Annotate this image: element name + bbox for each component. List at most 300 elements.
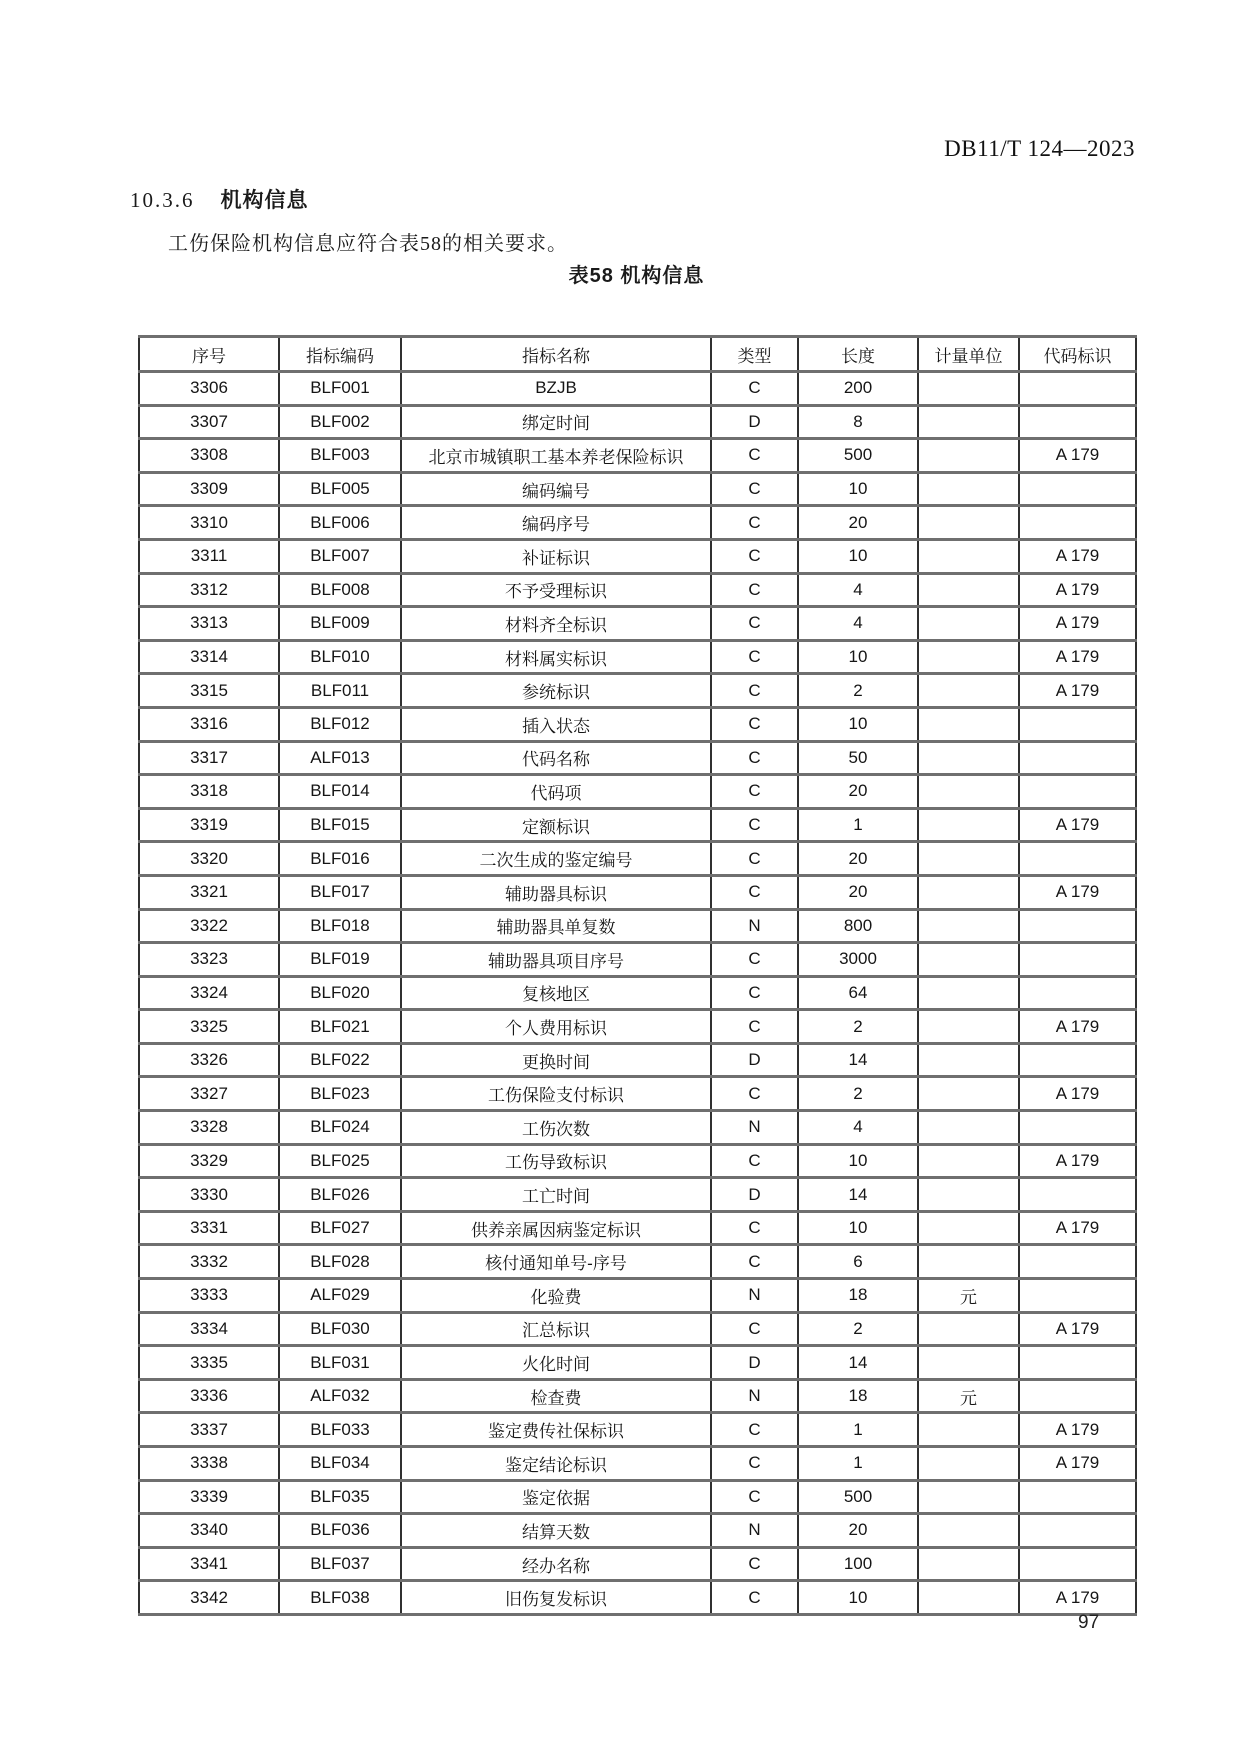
table-cell: C [711, 1211, 798, 1245]
table-cell: 3342 [139, 1581, 279, 1615]
table-cell [918, 875, 1019, 909]
table-cell [1019, 1111, 1136, 1145]
table-row [139, 976, 1136, 1010]
table-cell: 20 [798, 775, 918, 809]
table-cell [918, 472, 1019, 506]
table-cell: BLF038 [279, 1581, 401, 1615]
table-cell [918, 1581, 1019, 1615]
table-cell: A 179 [1019, 607, 1136, 641]
table-cell: 18 [798, 1379, 918, 1413]
table-cell [918, 808, 1019, 842]
table-cell: C [711, 875, 798, 909]
table-cell: C [711, 1581, 798, 1615]
table-row [139, 1245, 1136, 1279]
table-cell: 旧伤复发标识 [401, 1581, 711, 1615]
table-cell: A 179 [1019, 573, 1136, 607]
table-cell: BLF012 [279, 707, 401, 741]
table-cell: C [711, 472, 798, 506]
table-cell: 工伤次数 [401, 1111, 711, 1145]
table-cell: A 179 [1019, 1581, 1136, 1615]
table-cell: 更换时间 [401, 1043, 711, 1077]
table-cell: 3324 [139, 976, 279, 1010]
table-row [139, 1514, 1136, 1548]
table-cell: C [711, 775, 798, 809]
table-cell: 200 [798, 372, 918, 406]
table-cell: 10 [798, 707, 918, 741]
table-cell: 二次生成的鉴定编号 [401, 842, 711, 876]
table-cell: 10 [798, 1144, 918, 1178]
table-cell: 工亡时间 [401, 1178, 711, 1212]
table-cell [1019, 1547, 1136, 1581]
table-row [139, 741, 1136, 775]
table-row [139, 674, 1136, 708]
table-cell: A 179 [1019, 1447, 1136, 1481]
table-cell: 结算天数 [401, 1514, 711, 1548]
table-cell: 3331 [139, 1211, 279, 1245]
table-cell: 4 [798, 607, 918, 641]
table-cell: BLF015 [279, 808, 401, 842]
column-header: 指标编码 [279, 337, 401, 372]
table-cell: BLF018 [279, 909, 401, 943]
table-cell: C [711, 1010, 798, 1044]
table-row [139, 707, 1136, 741]
table-cell: 10 [798, 1581, 918, 1615]
table-cell [918, 1178, 1019, 1212]
table-cell: BLF025 [279, 1144, 401, 1178]
table-cell: 3321 [139, 875, 279, 909]
table-cell: 14 [798, 1346, 918, 1380]
table-row [139, 372, 1136, 406]
table-cell: 3337 [139, 1413, 279, 1447]
table-cell: 3307 [139, 405, 279, 439]
table-cell: 1 [798, 1447, 918, 1481]
table-cell: 20 [798, 875, 918, 909]
table-cell: 3322 [139, 909, 279, 943]
table-row [139, 875, 1136, 909]
table-cell: A 179 [1019, 1211, 1136, 1245]
table-cell: 材料属实标识 [401, 640, 711, 674]
table-row [139, 506, 1136, 540]
table-cell: A 179 [1019, 674, 1136, 708]
table-cell: 2 [798, 674, 918, 708]
column-header: 序号 [139, 337, 279, 372]
column-header: 计量单位 [918, 337, 1019, 372]
table-cell [918, 1480, 1019, 1514]
table-row [139, 1111, 1136, 1145]
table-cell [918, 909, 1019, 943]
table-cell: 10 [798, 539, 918, 573]
table-cell: 3340 [139, 1514, 279, 1548]
table-cell: 3309 [139, 472, 279, 506]
column-header: 类型 [711, 337, 798, 372]
table-cell: 3313 [139, 607, 279, 641]
table-row [139, 1279, 1136, 1313]
table-cell: 火化时间 [401, 1346, 711, 1380]
table-cell: 工伤保险支付标识 [401, 1077, 711, 1111]
table-row [139, 1010, 1136, 1044]
table-cell [918, 707, 1019, 741]
table-cell: 3332 [139, 1245, 279, 1279]
table-cell: C [711, 1447, 798, 1481]
table-cell [1019, 775, 1136, 809]
table-cell: C [711, 976, 798, 1010]
table-cell: C [711, 640, 798, 674]
table-cell: BLF021 [279, 1010, 401, 1044]
table-cell [918, 506, 1019, 540]
table-header-row [139, 337, 1136, 372]
table-cell [1019, 1379, 1136, 1413]
table-row [139, 1043, 1136, 1077]
section-title: 机构信息 [220, 189, 309, 212]
table-cell [918, 775, 1019, 809]
table-cell: 50 [798, 741, 918, 775]
table-cell [1019, 1043, 1136, 1077]
table-cell: 3334 [139, 1312, 279, 1346]
table-cell: 编码编号 [401, 472, 711, 506]
table-cell: C [711, 372, 798, 406]
table-row [139, 1346, 1136, 1380]
table-cell: 编码序号 [401, 506, 711, 540]
table-cell [1019, 909, 1136, 943]
table-cell: 1 [798, 1413, 918, 1447]
table-cell: 材料齐全标识 [401, 607, 711, 641]
table-cell [918, 439, 1019, 473]
table-cell [918, 1144, 1019, 1178]
table-cell: BLF035 [279, 1480, 401, 1514]
table-cell: BLF009 [279, 607, 401, 641]
table-cell: BLF028 [279, 1245, 401, 1279]
table-cell [1019, 842, 1136, 876]
table-cell: D [711, 405, 798, 439]
table-cell: 定额标识 [401, 808, 711, 842]
table-cell [1019, 472, 1136, 506]
table-cell: 20 [798, 842, 918, 876]
column-header: 代码标识 [1019, 337, 1136, 372]
table-cell: 3323 [139, 943, 279, 977]
table-cell: 汇总标识 [401, 1312, 711, 1346]
table-cell: C [711, 1547, 798, 1581]
table-cell: BLF036 [279, 1514, 401, 1548]
table-row [139, 1480, 1136, 1514]
table-cell: 2 [798, 1312, 918, 1346]
table-cell: BLF037 [279, 1547, 401, 1581]
table-row [139, 775, 1136, 809]
table-cell: 3333 [139, 1279, 279, 1313]
table-row [139, 1413, 1136, 1447]
table-cell: ALF032 [279, 1379, 401, 1413]
table-cell [1019, 1245, 1136, 1279]
table-cell: 3328 [139, 1111, 279, 1145]
document-standard-number: DB11/T 124—2023 [944, 136, 1135, 161]
table-cell: A 179 [1019, 1312, 1136, 1346]
table-cell [918, 741, 1019, 775]
table-cell: BLF017 [279, 875, 401, 909]
table-cell: BLF034 [279, 1447, 401, 1481]
table-cell: 6 [798, 1245, 918, 1279]
table-cell: 辅助器具标识 [401, 875, 711, 909]
table-cell: D [711, 1346, 798, 1380]
table-cell [918, 1211, 1019, 1245]
table-cell: BLF031 [279, 1346, 401, 1380]
column-header: 指标名称 [401, 337, 711, 372]
table-cell: C [711, 506, 798, 540]
table-cell [918, 1346, 1019, 1380]
table-cell: 鉴定结论标识 [401, 1447, 711, 1481]
table-cell: 核付通知单号-序号 [401, 1245, 711, 1279]
table-cell: 工伤导致标识 [401, 1144, 711, 1178]
table-cell: BLF002 [279, 405, 401, 439]
table-cell: A 179 [1019, 1144, 1136, 1178]
table-cell: 500 [798, 439, 918, 473]
page-number: 97 [1078, 1612, 1100, 1633]
table-cell: C [711, 439, 798, 473]
table-cell [918, 1514, 1019, 1548]
table-cell: 参统标识 [401, 674, 711, 708]
table-cell: BLF019 [279, 943, 401, 977]
table-row [139, 1581, 1136, 1615]
table-row [139, 405, 1136, 439]
table-row [139, 1447, 1136, 1481]
table-cell: A 179 [1019, 1413, 1136, 1447]
table-row [139, 1547, 1136, 1581]
table-row [139, 1211, 1136, 1245]
table-cell: 鉴定依据 [401, 1480, 711, 1514]
table-row [139, 1312, 1136, 1346]
table-cell: A 179 [1019, 539, 1136, 573]
table-cell: 个人费用标识 [401, 1010, 711, 1044]
table-cell: 8 [798, 405, 918, 439]
table-cell: 3312 [139, 573, 279, 607]
table-cell: BLF007 [279, 539, 401, 573]
table-cell: 3319 [139, 808, 279, 842]
table-cell: BLF008 [279, 573, 401, 607]
table-cell: BLF033 [279, 1413, 401, 1447]
table-cell: 3306 [139, 372, 279, 406]
table-cell [918, 539, 1019, 573]
table-cell: 元 [918, 1279, 1019, 1313]
table-cell: BLF024 [279, 1111, 401, 1145]
table-cell: BLF011 [279, 674, 401, 708]
table-cell: 元 [918, 1379, 1019, 1413]
section-heading [130, 184, 309, 214]
table-row [139, 472, 1136, 506]
table-row [139, 1144, 1136, 1178]
table-cell: BLF014 [279, 775, 401, 809]
table-cell [1019, 506, 1136, 540]
table-cell [1019, 1178, 1136, 1212]
table-cell: C [711, 741, 798, 775]
table-cell: 4 [798, 1111, 918, 1145]
table-cell: C [711, 943, 798, 977]
table-cell: 北京市城镇职工基本养老保险标识 [401, 439, 711, 473]
table-cell: 3311 [139, 539, 279, 573]
table-cell: BLF027 [279, 1211, 401, 1245]
table-row [139, 439, 1136, 473]
table-cell: A 179 [1019, 640, 1136, 674]
table-cell: C [711, 707, 798, 741]
table-row [139, 808, 1136, 842]
table-cell [1019, 1514, 1136, 1548]
table-cell: BLF020 [279, 976, 401, 1010]
table-cell [918, 1043, 1019, 1077]
table-cell [918, 1447, 1019, 1481]
table-cell [918, 674, 1019, 708]
table-cell: A 179 [1019, 1010, 1136, 1044]
table-cell [1019, 1279, 1136, 1313]
column-header: 长度 [798, 337, 918, 372]
table-cell: 10 [798, 1211, 918, 1245]
table-cell: N [711, 1514, 798, 1548]
table-cell: ALF029 [279, 1279, 401, 1313]
table-cell: 绑定时间 [401, 405, 711, 439]
table-cell: A 179 [1019, 875, 1136, 909]
table-cell [918, 1111, 1019, 1145]
table-cell: 3335 [139, 1346, 279, 1380]
table-cell: C [711, 607, 798, 641]
table-cell: D [711, 1178, 798, 1212]
table-cell: BZJB [401, 372, 711, 406]
table-cell [1019, 741, 1136, 775]
table-cell: 3329 [139, 1144, 279, 1178]
table-cell: N [711, 1279, 798, 1313]
table-cell: A 179 [1019, 1077, 1136, 1111]
table-cell [918, 976, 1019, 1010]
table-cell: 辅助器具项目序号 [401, 943, 711, 977]
table-cell: BLF022 [279, 1043, 401, 1077]
table-cell: 14 [798, 1178, 918, 1212]
table-cell: 化验费 [401, 1279, 711, 1313]
table-cell: 3327 [139, 1077, 279, 1111]
table-cell [918, 573, 1019, 607]
table-cell: C [711, 674, 798, 708]
table-cell: C [711, 1312, 798, 1346]
section-number: 10.3.6 [130, 188, 195, 212]
table-cell: 64 [798, 976, 918, 1010]
indicator-table [138, 335, 1137, 1616]
table-row [139, 607, 1136, 641]
table-row [139, 909, 1136, 943]
table-cell: 1 [798, 808, 918, 842]
table-row [139, 1077, 1136, 1111]
table-cell: 3310 [139, 506, 279, 540]
table-cell [918, 1077, 1019, 1111]
table-cell: 代码名称 [401, 741, 711, 775]
table-cell: C [711, 1245, 798, 1279]
table-cell: C [711, 808, 798, 842]
table-row [139, 943, 1136, 977]
table-cell: 3339 [139, 1480, 279, 1514]
table-cell: 14 [798, 1043, 918, 1077]
table-cell: BLF016 [279, 842, 401, 876]
table-cell: 不予受理标识 [401, 573, 711, 607]
table-cell: BLF001 [279, 372, 401, 406]
table-cell [918, 1312, 1019, 1346]
table-cell: 3308 [139, 439, 279, 473]
table-cell: 3336 [139, 1379, 279, 1413]
table-cell: 供养亲属因病鉴定标识 [401, 1211, 711, 1245]
table-cell [918, 607, 1019, 641]
table-cell: BLF026 [279, 1178, 401, 1212]
table-cell: N [711, 1111, 798, 1145]
table-caption: 表58 机构信息 [568, 265, 705, 287]
table-cell [1019, 405, 1136, 439]
table-row [139, 1379, 1136, 1413]
table-cell: 800 [798, 909, 918, 943]
table-cell [918, 372, 1019, 406]
table-cell: 3315 [139, 674, 279, 708]
table-cell: 复核地区 [401, 976, 711, 1010]
table-cell: 10 [798, 640, 918, 674]
table-cell: 2 [798, 1077, 918, 1111]
table-cell: 检查费 [401, 1379, 711, 1413]
table-cell: 10 [798, 472, 918, 506]
table-cell: 4 [798, 573, 918, 607]
table-cell: 经办名称 [401, 1547, 711, 1581]
body-paragraph: 工伤保险机构信息应符合表58的相关要求。 [168, 233, 568, 255]
table-cell: C [711, 539, 798, 573]
table-cell: 辅助器具单复数 [401, 909, 711, 943]
table-cell: BLF030 [279, 1312, 401, 1346]
table-cell: 补证标识 [401, 539, 711, 573]
table-cell: 18 [798, 1279, 918, 1313]
table-cell: C [711, 842, 798, 876]
table-cell: N [711, 1379, 798, 1413]
table-cell: 插入状态 [401, 707, 711, 741]
table-row [139, 1178, 1136, 1212]
table-cell [918, 1010, 1019, 1044]
table-cell: 3317 [139, 741, 279, 775]
table-cell [1019, 943, 1136, 977]
table-cell: A 179 [1019, 808, 1136, 842]
table-cell: 3338 [139, 1447, 279, 1481]
table-row [139, 640, 1136, 674]
table-cell: 3326 [139, 1043, 279, 1077]
table-row [139, 842, 1136, 876]
table-cell: BLF006 [279, 506, 401, 540]
table-cell: 3316 [139, 707, 279, 741]
table-cell: N [711, 909, 798, 943]
table-cell [1019, 1346, 1136, 1380]
table-cell [1019, 976, 1136, 1010]
table-row [139, 573, 1136, 607]
table-cell: 鉴定费传社保标识 [401, 1413, 711, 1447]
table-cell: BLF010 [279, 640, 401, 674]
table-cell [918, 1547, 1019, 1581]
table-cell: 3341 [139, 1547, 279, 1581]
table-cell: BLF005 [279, 472, 401, 506]
table-cell [918, 1413, 1019, 1447]
table-cell: C [711, 573, 798, 607]
table-cell: ALF013 [279, 741, 401, 775]
table-cell: BLF003 [279, 439, 401, 473]
table-cell: D [711, 1043, 798, 1077]
table-cell [1019, 707, 1136, 741]
table-cell [1019, 372, 1136, 406]
table-cell: C [711, 1413, 798, 1447]
table-cell: BLF023 [279, 1077, 401, 1111]
table-cell: 500 [798, 1480, 918, 1514]
table-cell: C [711, 1144, 798, 1178]
table-cell [918, 640, 1019, 674]
table-cell: 代码项 [401, 775, 711, 809]
table-cell [918, 842, 1019, 876]
table-cell [1019, 1480, 1136, 1514]
table-cell: 20 [798, 1514, 918, 1548]
table-cell: 3000 [798, 943, 918, 977]
table-row [139, 539, 1136, 573]
table-cell [918, 405, 1019, 439]
table-cell [918, 943, 1019, 977]
